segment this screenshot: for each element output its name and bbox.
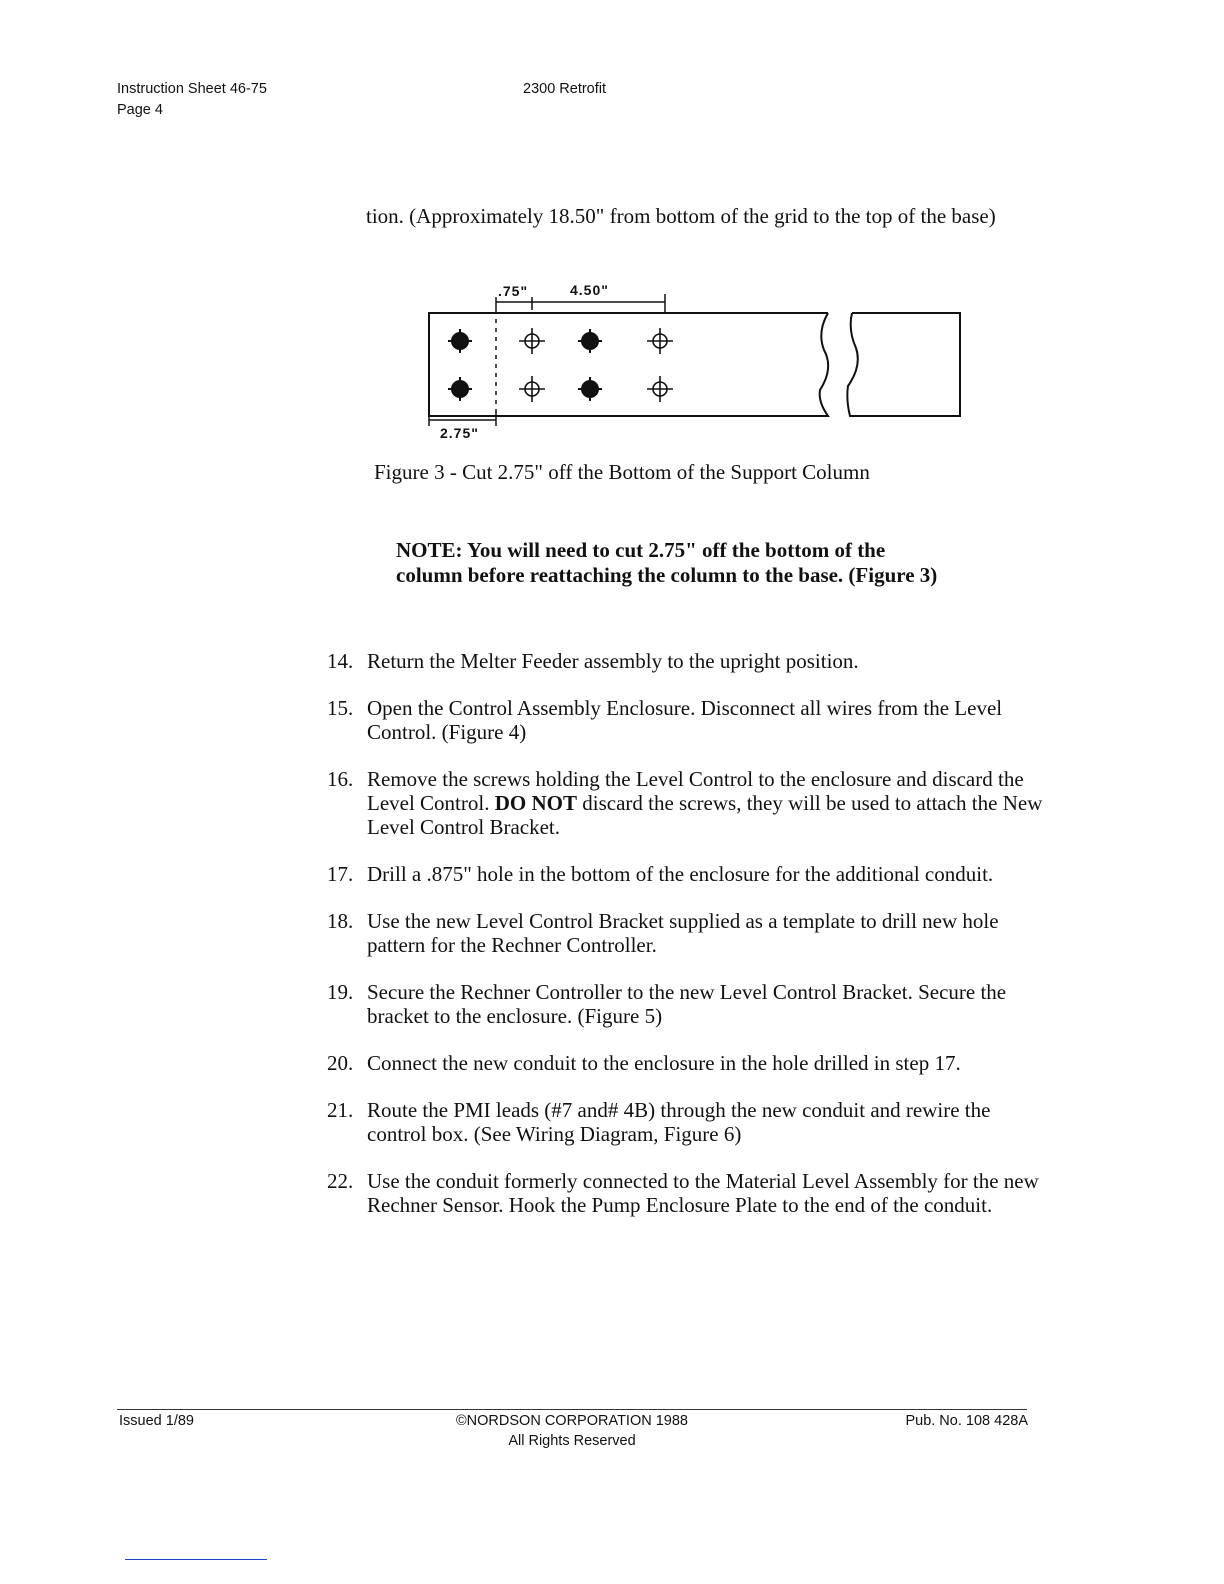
dim-label-450: 4.50" xyxy=(570,282,609,298)
step-item xyxy=(327,1169,1047,1217)
step-text xyxy=(367,1051,1047,1075)
step-number: 22. xyxy=(327,1169,354,1193)
step-text-segment: Remove the screws holding the Level Control to the enclosure and discard the Level Control. xyxy=(367,767,1024,815)
step-item xyxy=(327,980,1047,1028)
step-text xyxy=(367,696,1047,744)
step-number: 21. xyxy=(327,1098,354,1122)
step-text xyxy=(367,862,1047,886)
step-item xyxy=(327,1098,1047,1146)
rights-text: All Rights Reserved xyxy=(508,1433,636,1449)
step-text-segment: Return the Melter Feeder assembly to the upright position. xyxy=(367,649,859,673)
step-item xyxy=(327,862,1047,886)
step-number: 16. xyxy=(327,767,354,791)
step-text-segment: Connect the new conduit to the enclosure in the hole drilled in step 17. xyxy=(367,1051,961,1075)
doc-id: Instruction Sheet 46-75 xyxy=(117,81,267,97)
step-text-segment: Use the new Level Control Bracket supplied as a template to drill new hole pattern for the Rechner Controller. xyxy=(367,909,999,957)
step-text-emphasis: DO NOT xyxy=(494,791,577,815)
step-number: 17. xyxy=(327,862,354,886)
dim-label-075: .75" xyxy=(498,283,529,299)
step-text xyxy=(367,909,1047,957)
step-text xyxy=(367,1098,1047,1146)
step-text-segment: Route the PMI leads (#7 and# 4B) through the new conduit and rewire the control box. (See Wiring Diagram, Figure 6) xyxy=(367,1098,991,1146)
intro-paragraph: tion. (Approximately 18.50" from bottom of the grid to the top of the base) xyxy=(366,204,996,228)
footer-divider xyxy=(117,1409,1027,1410)
figure-caption: Figure 3 - Cut 2.75" off the Bottom of the Support Column xyxy=(374,460,870,484)
step-text xyxy=(367,649,1047,673)
step-text-segment: Open the Control Assembly Enclosure. Disconnect all wires from the Level Control. (Figure 4) xyxy=(367,696,1003,744)
step-number: 20. xyxy=(327,1051,354,1075)
page-header-left xyxy=(117,79,267,121)
page-number: Page 4 xyxy=(117,102,163,118)
step-number: 14. xyxy=(327,649,354,673)
support-column-diagram xyxy=(420,280,970,440)
bottom-rule xyxy=(125,1559,267,1560)
step-text xyxy=(367,980,1047,1028)
step-text xyxy=(367,767,1047,839)
step-number: 19. xyxy=(327,980,354,1004)
step-item xyxy=(327,649,1047,673)
step-text-segment: discard the screws, they will be used to attach the New Level Control Bracket. xyxy=(367,791,1043,839)
step-item xyxy=(327,696,1047,744)
step-item xyxy=(327,909,1047,957)
step-item xyxy=(327,767,1047,839)
dim-label-275: 2.75" xyxy=(440,425,479,440)
column-outline xyxy=(429,313,828,416)
steps-list xyxy=(327,649,1047,1240)
base-outline xyxy=(847,313,960,416)
step-text-segment: Drill a .875" hole in the bottom of the enclosure for the additional conduit. xyxy=(367,862,994,886)
step-text xyxy=(367,1169,1047,1217)
step-item xyxy=(327,1051,1047,1075)
copyright-text: ©NORDSON CORPORATION 1988 xyxy=(456,1413,688,1429)
note-block: NOTE: You will need to cut 2.75" off the bottom of the column before reattaching the column to the base. (Figure 3) xyxy=(396,538,938,587)
step-number: 15. xyxy=(327,696,354,720)
step-text-segment: Use the conduit formerly connected to the Material Level Assembly for the new Rechner Sensor. Hook the Pump Enclosure Plate to the end of the conduit. xyxy=(367,1169,1039,1217)
step-text-segment: Secure the Rechner Controller to the new Level Control Bracket. Secure the bracket to the enclosure. (Figure 5) xyxy=(367,980,1007,1028)
issued-date: Issued 1/89 xyxy=(119,1413,194,1429)
step-number: 18. xyxy=(327,909,354,933)
doc-title: 2300 Retrofit xyxy=(523,81,607,97)
bottom-dimension-lines xyxy=(429,412,496,426)
publication-number: Pub. No. 108 428A xyxy=(905,1413,1028,1429)
